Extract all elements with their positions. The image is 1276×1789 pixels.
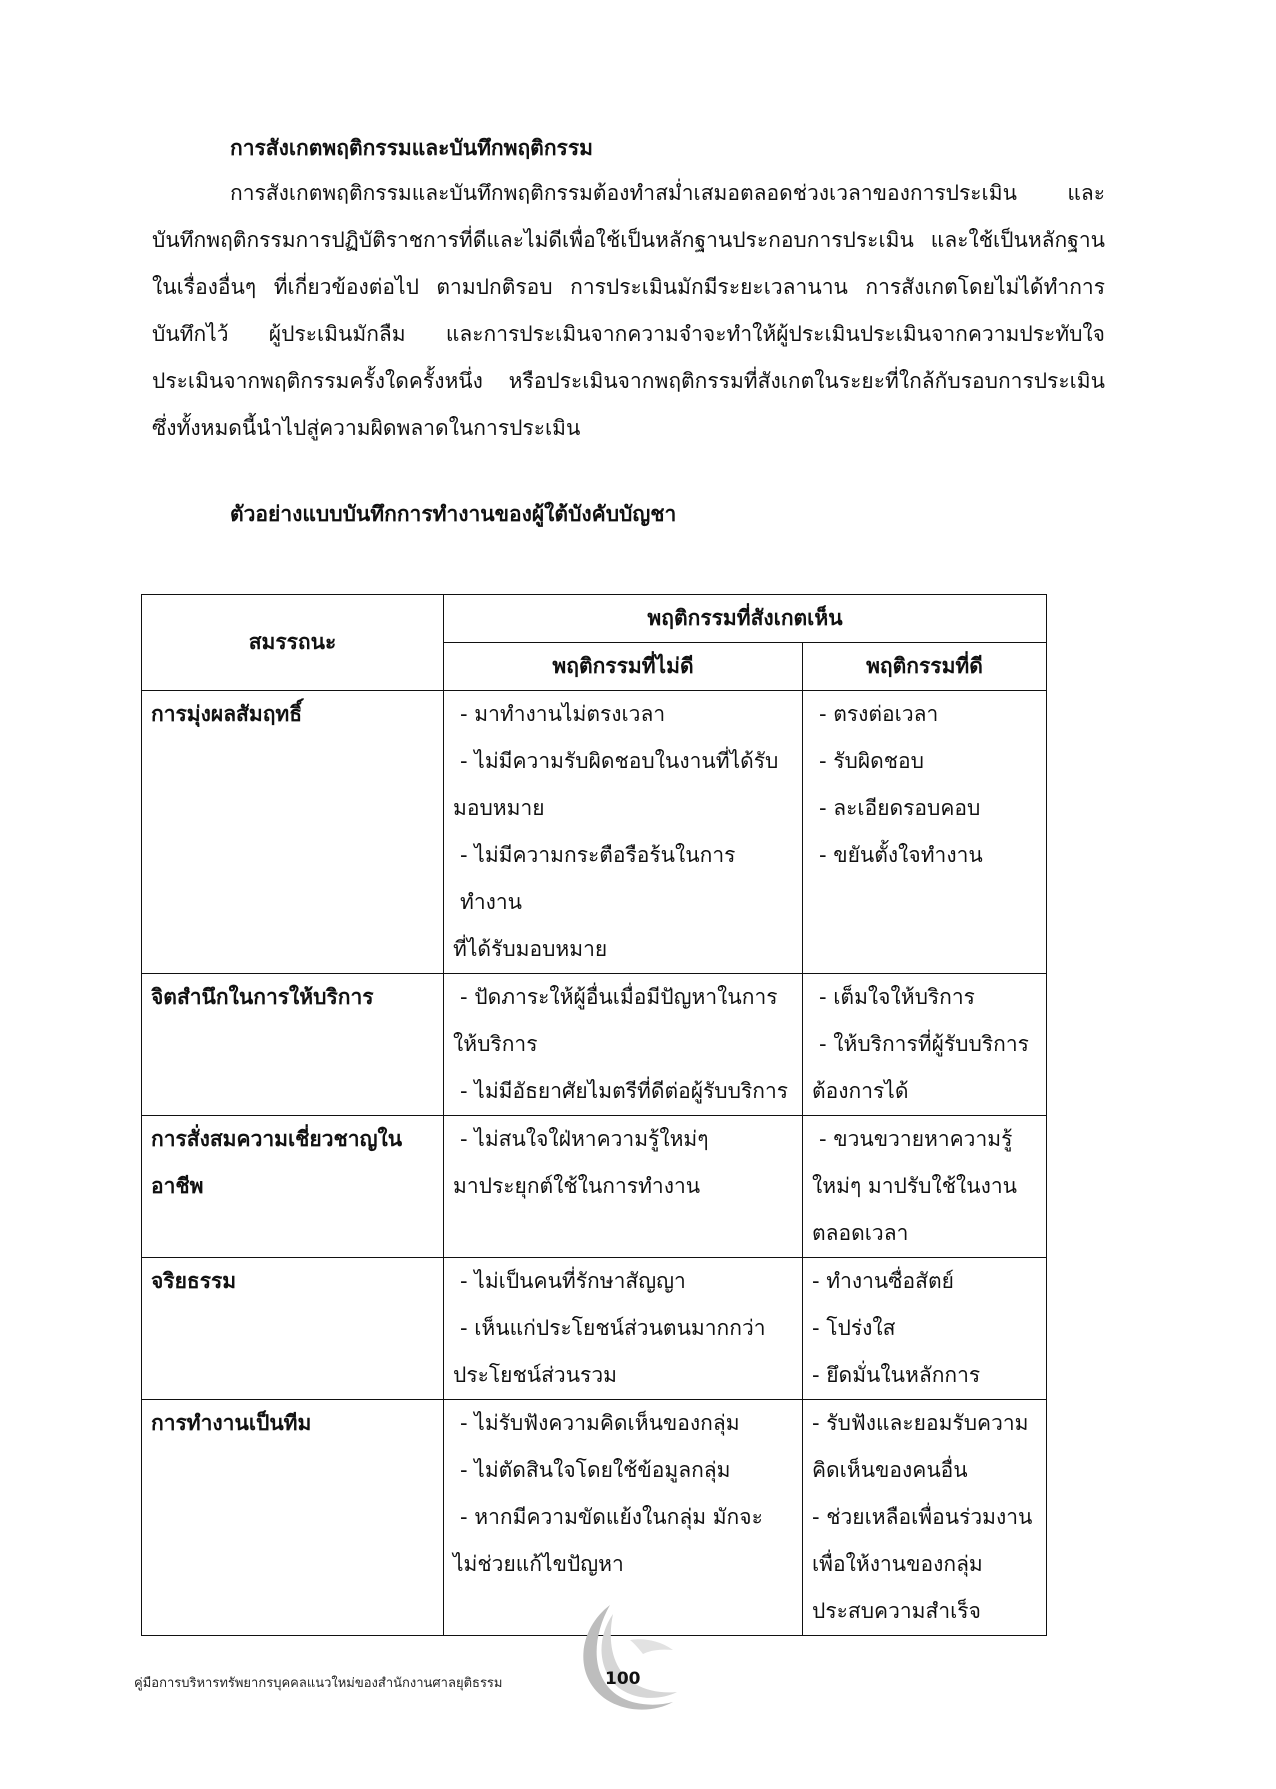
- list-item: - ละเอียดรอบคอบ: [819, 796, 981, 820]
- list-item: มอบหมาย: [453, 796, 545, 820]
- good-behavior-cell: [803, 1258, 1047, 1400]
- list-item: - เต็มใจให้บริการ: [819, 985, 975, 1009]
- list-item: ประโยชน์ส่วนรวม: [453, 1363, 617, 1387]
- list-item: - ไม่รับฟังความคิดเห็นของกลุ่ม: [460, 1411, 740, 1435]
- header-competency: สมรรถนะ: [142, 595, 444, 691]
- bad-behavior-cell: [444, 1258, 803, 1400]
- table-header-row: [142, 595, 1047, 643]
- competency-cell: การทำงานเป็นทีม: [142, 1400, 444, 1636]
- header-observed: พฤติกรรมที่สังเกตเห็น: [444, 595, 1047, 643]
- good-behavior-cell: [803, 1116, 1047, 1258]
- page-number: 100: [605, 1669, 641, 1689]
- list-item: ที่ได้รับมอบหมาย: [453, 937, 608, 961]
- list-item: ตลอดเวลา: [812, 1221, 909, 1245]
- list-item: - ยึดมั่นในหลักการ: [812, 1363, 981, 1387]
- table-row: [142, 1258, 1047, 1400]
- list-item: - มาทำงานไม่ตรงเวลา: [460, 702, 666, 726]
- body-paragraph: การสังเกตพฤติกรรมและบันทึกพฤติกรรมต้องทำสม่ำเสมอตลอดช่วงเวลาของการประเมิน และบันทึกพฤติกรรมการปฏิบัติราชการที่ดีและไม่ดีเพื่อใช้เป็นหลักฐานประกอบการประเมิน และใช้เป็นหลักฐานในเรื่องอื่นๆ ที่เกี่ยวข้องต่อไป ตามปกติรอบ การประเมินมักมีระยะเวลานาน การสังเกตโดยไม่ได้ทำการบันทึกไว้ ผู้ประเมินมักลืม และการประเมินจากความจำจะทำให้ผู้ประเมินประเมินจากความประทับใจ ประเมินจากพฤติกรรมครั้งใดครั้งหนึ่ง หรือประเมินจากพฤติกรรมที่สังเกตในระยะที่ใกล้กับรอบการประเมิน ซึ่งทั้งหมดนี้นำไปสู่ความผิดพลาดในการประเมิน: [152, 181, 1105, 440]
- list-item: - ช่วยเหลือเพื่อนร่วมงาน: [812, 1505, 1033, 1529]
- list-item: - หากมีความขัดแย้งในกลุ่ม มักจะ: [460, 1505, 763, 1529]
- header-bad-behavior: พฤติกรรมที่ไม่ดี: [444, 643, 803, 691]
- table-row: [142, 974, 1047, 1116]
- example-heading: ตัวอย่างแบบบันทึกการทำงานของผู้ใต้บังคับบัญชา: [230, 502, 677, 526]
- list-item: ประสบความสำเร็จ: [812, 1599, 981, 1623]
- footer-text: คู่มือการบริหารทรัพยากรบุคคลแนวใหม่ของสำนักงานศาลยุติธรรม: [134, 1676, 503, 1691]
- list-item: - รับผิดชอบ: [819, 749, 924, 773]
- good-behavior-cell: [803, 974, 1047, 1116]
- bad-behavior-cell: [444, 691, 803, 974]
- list-item: ให้บริการ: [453, 1032, 538, 1056]
- list-item: - ให้บริการที่ผู้รับบริการ: [819, 1032, 1029, 1056]
- list-item: - ทำงานซื่อสัตย์: [812, 1269, 954, 1293]
- list-item: - ไม่สนใจใฝ่หาความรู้ใหม่ๆ: [460, 1127, 709, 1151]
- list-item: ใหม่ๆ มาปรับใช้ในงาน: [812, 1174, 1017, 1198]
- list-item: - ไม่ตัดสินใจโดยใช้ข้อมูลกลุ่ม: [460, 1458, 731, 1482]
- list-item: - โปร่งใส: [812, 1316, 896, 1340]
- bad-behavior-cell: [444, 974, 803, 1116]
- list-item: - ตรงต่อเวลา: [819, 702, 939, 726]
- list-item: มาประยุกต์ใช้ในการทำงาน: [453, 1174, 701, 1198]
- table-row: [142, 1116, 1047, 1258]
- competency-cell: จริยธรรม: [142, 1258, 444, 1400]
- table-row: [142, 691, 1047, 974]
- list-item: คิดเห็นของคนอื่น: [812, 1458, 968, 1482]
- list-item: เพื่อให้งานของกลุ่ม: [812, 1552, 983, 1576]
- list-item: - ปัดภาระให้ผู้อื่นเมื่อมีปัญหาในการ: [460, 985, 778, 1009]
- list-item: - ไม่มีความรับผิดชอบในงานที่ได้รับ: [460, 749, 779, 773]
- list-item: - ไม่เป็นคนที่รักษาสัญญา: [460, 1269, 686, 1293]
- list-item: - ขยันตั้งใจทำงาน: [819, 843, 983, 867]
- list-item: - เห็นแก่ประโยชน์ส่วนตนมากกว่า: [460, 1316, 766, 1340]
- section-heading: การสังเกตพฤติกรรมและบันทึกพฤติกรรม: [230, 136, 593, 160]
- competency-cell: การสั่งสมความเชี่ยวชาญใน อาชีพ: [142, 1116, 444, 1258]
- bad-behavior-cell: [444, 1116, 803, 1258]
- good-behavior-cell: [803, 691, 1047, 974]
- header-good-behavior: พฤติกรรมที่ดี: [803, 643, 1047, 691]
- list-item: - รับฟังและยอมรับความ: [812, 1411, 1029, 1435]
- list-item: - ขวนขวายหาความรู้: [819, 1127, 1013, 1151]
- competency-cell: การมุ่งผลสัมฤทธิ์: [142, 691, 444, 974]
- good-behavior-cell: [803, 1400, 1047, 1636]
- list-item: - ไม่มีความกระตือรือร้นในการทำงาน: [460, 843, 736, 914]
- competency-cell: จิตสำนึกในการให้บริการ: [142, 974, 444, 1116]
- list-item: ต้องการได้: [812, 1079, 909, 1103]
- behavior-record-table: [141, 594, 1047, 1636]
- list-item: - ไม่มีอัธยาศัยไมตรีที่ดีต่อผู้รับบริการ: [460, 1079, 789, 1103]
- swoosh-logo-icon: [555, 1600, 695, 1725]
- list-item: ไม่ช่วยแก้ไขปัญหา: [453, 1552, 624, 1576]
